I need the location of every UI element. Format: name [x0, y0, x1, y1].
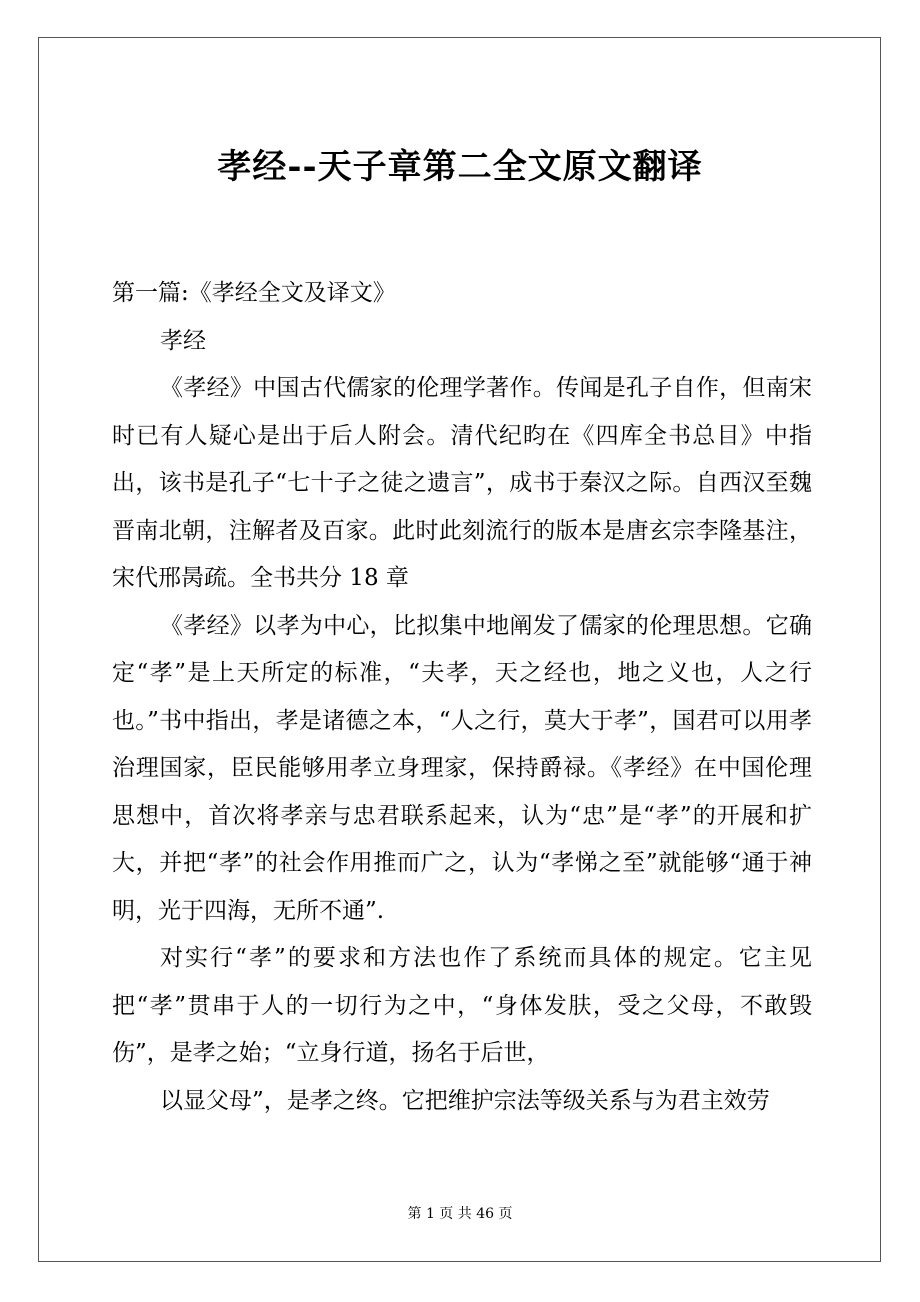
- section-heading: 第一篇:《孝经全文及译文》: [112, 280, 396, 306]
- subheading: 孝经: [160, 327, 206, 354]
- paragraph: 《孝经》以孝为中心，比拟集中地阐发了儒家的伦理思想。它确定“孝”是上天所定的标准，“夫孝，天之经也，地之义也，人之行也。”书中指出，孝是诸德之本，“人之行，莫大于孝”，国君可以用孝治理国家，臣民能够用孝立身理家，保持爵禄。《孝经》在中国伦理思想中，首次将孝亲与忠君联系起来，认为“忠”是“孝”的开展和扩大，并把“孝”的社会作用推而广之，认为“孝悌之至”就能够“通于神明，光于四海，无所不通”.: [112, 612, 812, 924]
- paragraph: 《孝经》中国古代儒家的伦理学著作。传闻是孔子自作，但南宋时已有人疑心是出于后人附会。清代纪昀在《四库全书总目》中指出，该书是孔子“七十子之徒之遗言”，成书于秦汉之际。自西汉至魏晋南北朝，注解者及百家。此时此刻流行的版本是唐玄宗李隆基注，宋代邢昺疏。全书共分 18 章: [112, 375, 812, 591]
- document-title: 孝经--天子章第二全文原文翻译: [217, 147, 703, 187]
- paragraph: 以显父母”，是孝之终。它把维护宗法等级关系与为君主效劳: [160, 1087, 770, 1114]
- paragraph: 对实行“孝”的要求和方法也作了系统而具体的规定。它主见把“孝”贯串于人的一切行为之中，“身体发肤，受之父母，不敢毁伤”，是孝之始；“立身行道，扬名于后世，: [112, 945, 812, 1066]
- document-body: [112, 270, 812, 1125]
- page-footer: 第 1 页 共 46 页: [407, 1206, 513, 1222]
